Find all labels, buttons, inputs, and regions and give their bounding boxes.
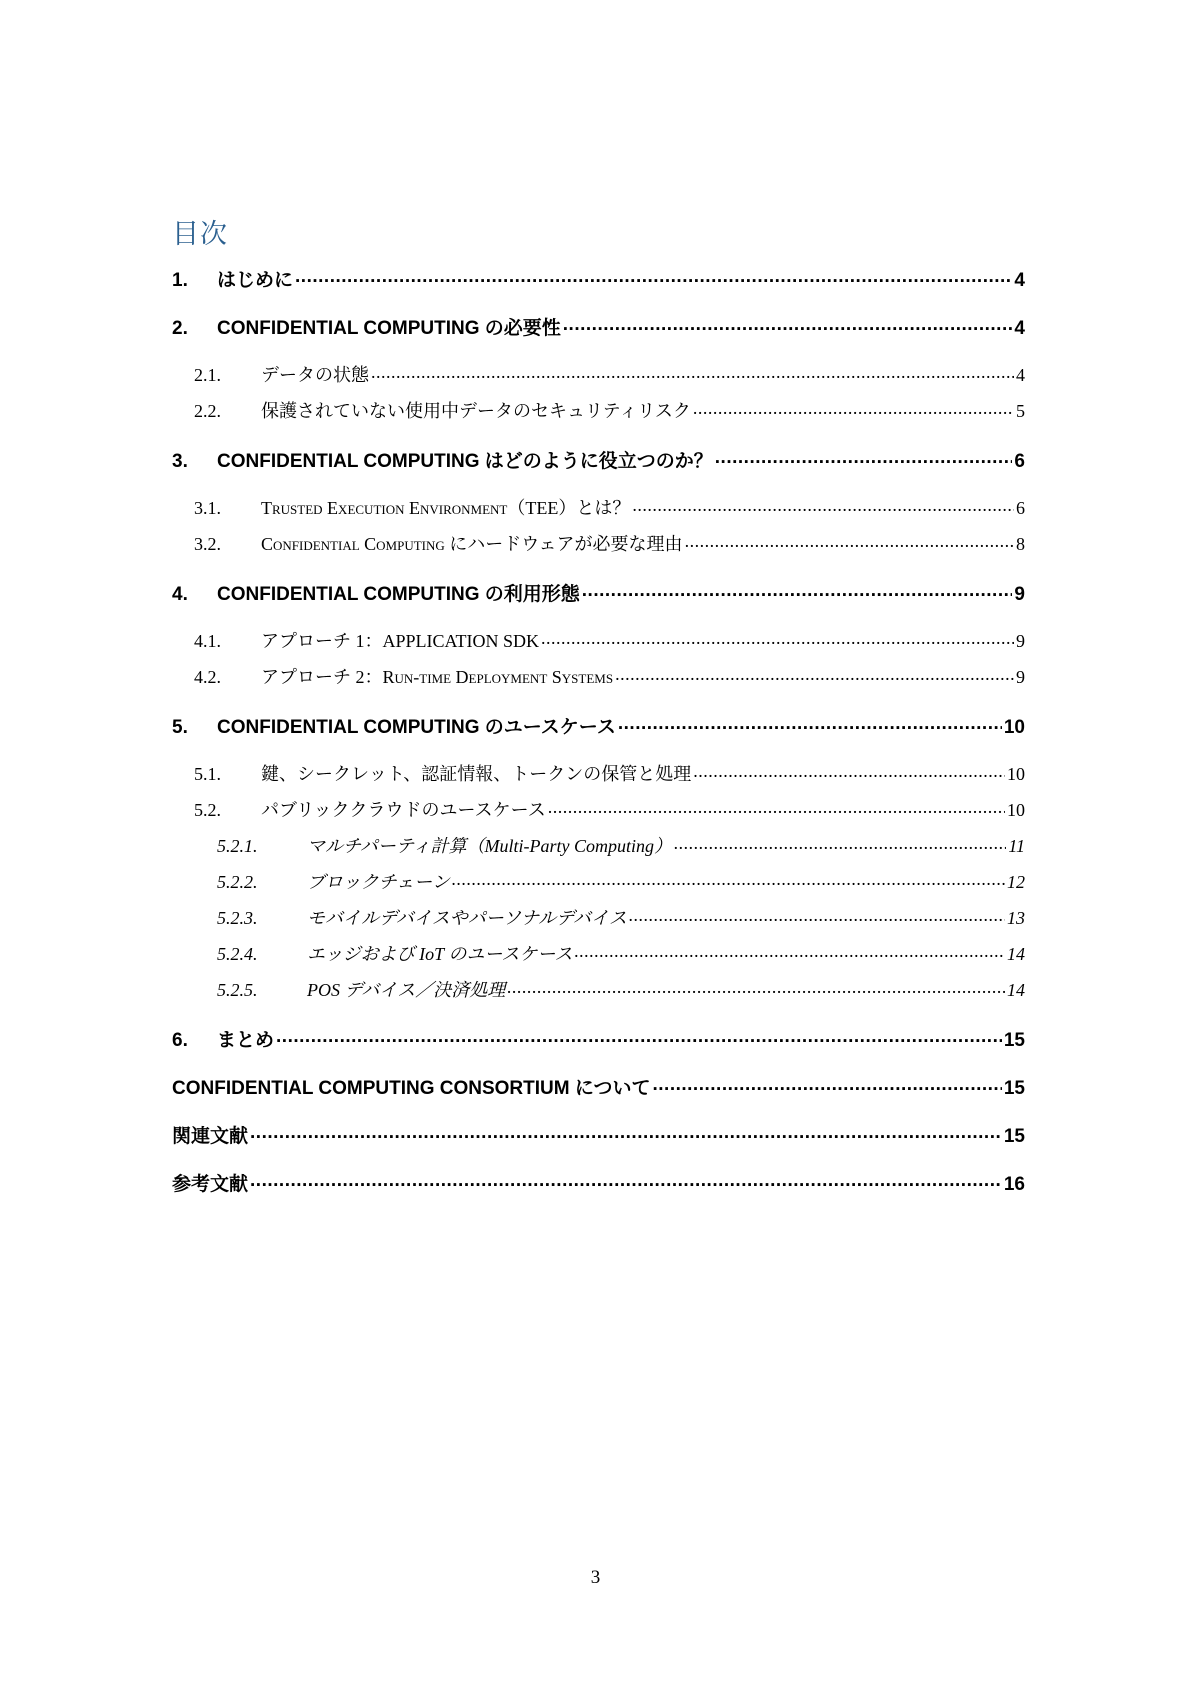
- toc-entry-label: まとめ: [217, 1030, 275, 1051]
- toc-entry-label: データの状態: [261, 365, 369, 385]
- toc-entry[interactable]: [172, 361, 1025, 387]
- toc-leader-dots: [295, 267, 1012, 286]
- toc-entry-number: 4.: [172, 584, 188, 605]
- toc-entry-page: 11: [1008, 836, 1025, 856]
- toc-entry-label: アプローチ 1：APPLICATION SDK: [261, 631, 540, 651]
- toc-entry[interactable]: [172, 265, 1025, 292]
- toc-entry[interactable]: [172, 1025, 1025, 1052]
- page-number: 3: [590, 1567, 601, 1588]
- toc-entry-label: POS デバイス／決済処理: [307, 980, 506, 1000]
- toc-entry-number: 3.1.: [194, 498, 221, 518]
- toc-entry[interactable]: [172, 832, 1025, 858]
- toc-leader-dots: [629, 906, 1005, 924]
- toc-entry-page: 12: [1007, 872, 1025, 892]
- toc-entry-page: 13: [1007, 908, 1025, 928]
- toc-entry-number: 2.: [172, 318, 188, 339]
- toc-entry-label: 参考文献: [172, 1174, 249, 1195]
- toc-entry-page: 10: [1007, 764, 1025, 784]
- toc-entry-label: パブリッククラウドのユースケース: [261, 800, 546, 820]
- toc-entry-number: 6.: [172, 1030, 188, 1051]
- toc-leader-dots: [618, 714, 1002, 733]
- toc-entry-label: CONFIDENTIAL COMPUTING の利用形態: [217, 584, 580, 605]
- toc-entry-number: 5.: [172, 717, 188, 738]
- toc-leader-dots: [615, 665, 1014, 683]
- toc-entry-number: 5.2.1.: [217, 836, 258, 856]
- toc-title: 目次: [172, 219, 228, 250]
- toc-leader-dots: [563, 315, 1013, 334]
- toc-entry-label: ブロックチェーン: [307, 872, 450, 892]
- toc-entry-label: モバイルデバイスやパーソナルデバイス: [307, 908, 627, 928]
- toc-entry[interactable]: [172, 976, 1025, 1002]
- toc-entry[interactable]: [172, 868, 1025, 894]
- toc-entry[interactable]: [172, 397, 1025, 423]
- toc-entry-page: 10: [1003, 717, 1025, 738]
- toc-entry-number: 3.: [172, 451, 188, 472]
- toc-entry-page: 5: [1016, 401, 1025, 421]
- toc-entry-number: 5.2.4.: [217, 944, 258, 964]
- toc-entry[interactable]: [172, 530, 1025, 556]
- toc-entry-page: 8: [1016, 534, 1025, 554]
- toc-entry[interactable]: [172, 1169, 1025, 1196]
- toc-leader-dots: [541, 629, 1014, 647]
- toc-entry-label: アプローチ 2：Run-time Deployment Systems: [261, 667, 614, 687]
- toc-entry-number: 5.2.5.: [217, 980, 258, 1000]
- toc-entry-number: 5.2.2.: [217, 872, 258, 892]
- toc-entry-label: CONFIDENTIAL COMPUTING CONSORTIUM について: [172, 1078, 651, 1099]
- toc-entry-label: エッジおよび IoT のユースケース: [307, 944, 573, 964]
- toc-entry-page: 15: [1003, 1078, 1025, 1099]
- toc-entry[interactable]: [172, 627, 1025, 653]
- toc-entry-label: 鍵、シークレット、認証情報、トークンの保管と処理: [261, 764, 692, 784]
- toc-entry-page: 10: [1007, 800, 1025, 820]
- toc-entry-number: 4.2.: [194, 667, 221, 687]
- toc-entry-page: 16: [1003, 1174, 1025, 1195]
- toc-leader-dots: [693, 399, 1014, 417]
- toc-leader-dots: [276, 1027, 1002, 1046]
- toc-entry-number: 2.1.: [194, 365, 221, 385]
- toc-entry[interactable]: [172, 1073, 1025, 1100]
- toc-entry-page: 4: [1014, 318, 1025, 339]
- toc-entry-number: 5.2.: [194, 800, 221, 820]
- toc-entry[interactable]: [172, 712, 1025, 739]
- toc-entry-label: 関連文献: [172, 1126, 249, 1147]
- toc-leader-dots: [582, 581, 1013, 600]
- toc-entry[interactable]: [172, 313, 1025, 340]
- toc-entry-label: CONFIDENTIAL COMPUTING のユースケース: [217, 717, 616, 738]
- toc-entry-label: 保護されていない使用中データのセキュリティリスク: [261, 401, 691, 421]
- toc-entry-number: 4.1.: [194, 631, 221, 651]
- toc-entry-number: 2.2.: [194, 401, 221, 421]
- toc-leader-dots: [250, 1123, 1002, 1142]
- toc-entry-label: マルチパーティ計算（Multi-Party Computing）: [307, 836, 672, 856]
- toc-entry[interactable]: [172, 446, 1025, 473]
- toc-leader-dots: [685, 532, 1014, 550]
- toc-entry-number: 5.2.3.: [217, 908, 258, 928]
- toc-entry-number: 5.1.: [194, 764, 221, 784]
- toc-entry[interactable]: [172, 1121, 1025, 1148]
- toc-entry-page: 6: [1016, 498, 1025, 518]
- toc-entry-label: CONFIDENTIAL COMPUTING の必要性: [217, 318, 561, 339]
- toc-leader-dots: [693, 762, 1005, 780]
- toc-entry-page: 15: [1003, 1126, 1025, 1147]
- toc-entry[interactable]: [172, 663, 1025, 689]
- toc-leader-dots: [507, 978, 1005, 996]
- toc-leader-dots: [632, 496, 1014, 514]
- toc-leader-dots: [652, 1075, 1001, 1094]
- toc-entry[interactable]: [172, 579, 1025, 606]
- toc-entry[interactable]: [172, 494, 1025, 520]
- toc-entry[interactable]: [172, 904, 1025, 930]
- toc-entry-page: 6: [1014, 451, 1025, 472]
- toc-entry-label: CONFIDENTIAL COMPUTING はどのように役立つのか？: [217, 451, 713, 472]
- toc-entry-label: はじめに: [217, 270, 294, 291]
- toc-entry-page: 9: [1014, 584, 1025, 605]
- toc-entry[interactable]: [172, 796, 1025, 822]
- toc-entry-label: Trusted Execution Environment（TEE）とは？: [261, 498, 631, 518]
- toc-leader-dots: [371, 363, 1014, 381]
- toc-entry-label: Confidential Computing にハードウェアが必要な理由: [261, 534, 683, 554]
- toc-entry-page: 14: [1007, 980, 1025, 1000]
- toc-entry-page: 14: [1007, 944, 1025, 964]
- toc-leader-dots: [548, 798, 1005, 816]
- toc-entry-page: 9: [1016, 667, 1025, 687]
- toc-entry-number: 3.2.: [194, 534, 221, 554]
- toc-entry-page: 15: [1003, 1030, 1025, 1051]
- toc-entry-number: 1.: [172, 270, 188, 291]
- toc-leader-dots: [715, 448, 1013, 467]
- toc-entry-page: 9: [1016, 631, 1025, 651]
- toc-entry[interactable]: [172, 940, 1025, 966]
- toc-leader-dots: [452, 870, 1005, 888]
- toc-leader-dots: [674, 834, 1006, 852]
- toc-entry[interactable]: [172, 760, 1025, 786]
- toc-entry-page: 4: [1016, 365, 1025, 385]
- toc-leader-dots: [250, 1171, 1002, 1190]
- toc-entry-page: 4: [1014, 270, 1025, 291]
- toc-leader-dots: [575, 942, 1005, 960]
